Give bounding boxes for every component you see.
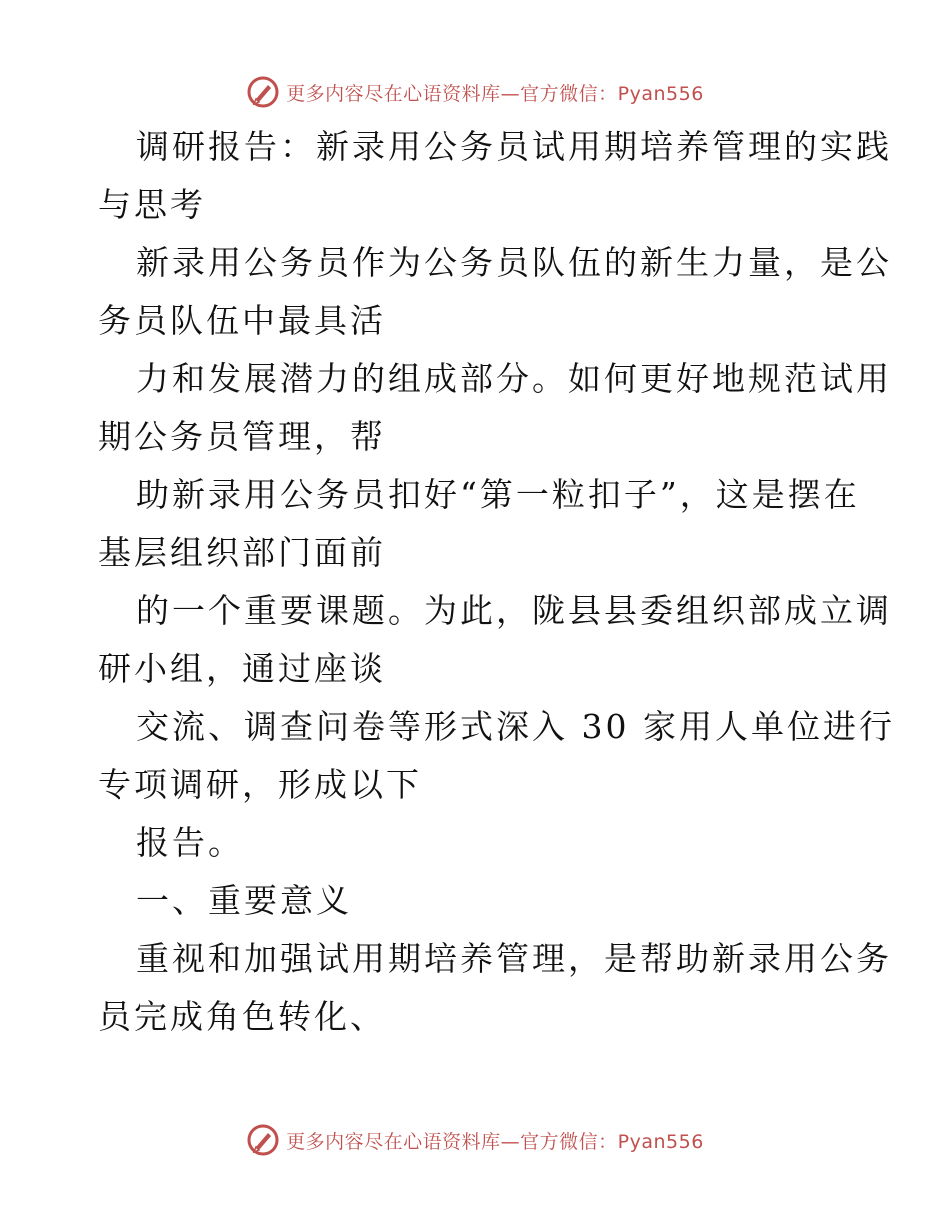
paragraph-line: 重视和加强试用期培养管理，是帮助新录用公务 — [136, 939, 892, 978]
paragraph-line: 员完成角色转化、 — [98, 997, 386, 1036]
paragraph-line: 调研报告：新录用公务员试用期培养管理的实践 — [136, 127, 892, 166]
paragraph-line: 基层组织部门面前 — [98, 533, 386, 572]
paragraph-line: 新录用公务员作为公务员队伍的新生力量，是公 — [136, 243, 892, 282]
paragraph-line: 交流、调查问卷等形式深入 30 家用人单位进行 — [136, 707, 895, 746]
paragraph-line: 期公务员管理，帮 — [98, 417, 386, 456]
paragraph-line: 的一个重要课题。为此，陇县县委组织部成立调 — [136, 591, 892, 630]
banner-text: 更多内容尽在心语资料库—官方微信：Pyan556 — [286, 82, 704, 105]
paragraph-line: 与思考 — [98, 185, 206, 224]
paragraph-line: 报告。 — [136, 823, 244, 862]
header-banner — [0, 72, 950, 112]
paragraph-line: 力和发展潜力的组成部分。如何更好地规范试用 — [136, 359, 892, 398]
banner-text: 更多内容尽在心语资料库—官方微信：Pyan556 — [286, 1130, 704, 1153]
pen-seal-icon — [246, 1123, 280, 1157]
paragraph-line: 研小组，通过座谈 — [98, 649, 386, 688]
document-body — [98, 118, 895, 1046]
paragraph-line: 务员队伍中最具活 — [98, 301, 386, 340]
footer-banner — [0, 1120, 950, 1160]
section-heading: 一、重要意义 — [136, 881, 352, 920]
paragraph-line: 助新录用公务员扣好“第一粒扣子”，这是摆在 — [136, 475, 860, 514]
pen-seal-icon — [246, 75, 280, 109]
paragraph-line: 专项调研，形成以下 — [98, 765, 422, 804]
